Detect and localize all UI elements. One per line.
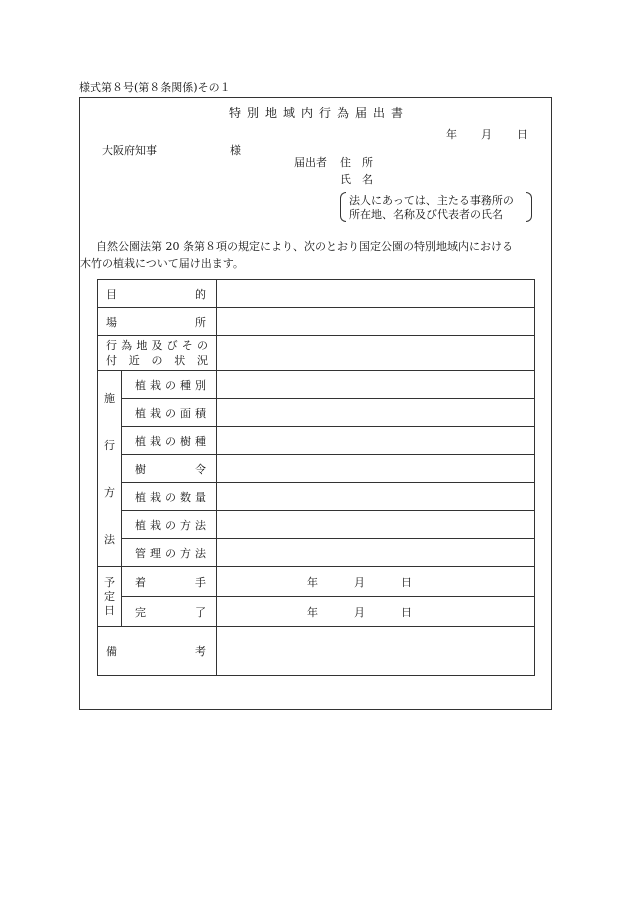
row-method-5	[98, 483, 535, 511]
bracket-right	[526, 192, 532, 222]
addressee: 大阪府知事	[102, 144, 157, 157]
body-text-line2: 木竹の植栽について届け出ます。	[80, 257, 244, 270]
purpose-label-1: 目	[106, 287, 117, 301]
method-label-area: 植 栽 の 面 積	[135, 406, 206, 420]
method-label-quantity: 植 栽 の 数 量	[135, 490, 206, 504]
body-text-line1: 自然公園法第 20 条第８項の規定により、次のとおり国定公園の特別地域内における	[96, 240, 513, 253]
row-start	[98, 567, 535, 597]
corporate-note-line1: 法人にあっては、主たる事務所の	[349, 194, 514, 207]
method-label-type: 植 栽 の 種 別	[135, 378, 206, 392]
site-label-line2: 付 近 の 状 況	[106, 354, 208, 367]
honorific: 様	[230, 144, 241, 157]
notifier-name-label: 氏 名	[340, 173, 373, 186]
date-day: 日	[517, 128, 528, 141]
location-value[interactable]	[217, 308, 535, 336]
remarks-label-1: 備	[106, 645, 117, 658]
date-year: 年	[446, 128, 457, 141]
start-date[interactable]: 年 月 日	[307, 575, 412, 589]
corporate-note-line2: 所在地、名称及び代表者の氏名	[349, 208, 503, 221]
finish-label: 完 了	[135, 605, 206, 619]
method-value-quantity[interactable]	[217, 483, 535, 511]
row-location	[98, 308, 535, 336]
row-method-7	[98, 539, 535, 567]
corporate-note	[340, 192, 532, 222]
remarks-label-2: 考	[195, 645, 206, 658]
notifier-address-label: 住 所	[340, 156, 373, 169]
start-label: 着 手	[135, 575, 206, 589]
method-value-planting-method[interactable]	[217, 511, 535, 539]
row-finish	[98, 597, 535, 627]
method-value-management[interactable]	[217, 539, 535, 567]
method-label-planting-method: 植 栽 の 方 法	[135, 518, 206, 532]
row-method-1	[98, 371, 535, 399]
form-title: 特別地域内行為届出書	[229, 106, 410, 120]
schedule-group-label: 予 定 日	[98, 567, 122, 627]
location-label-1: 場	[106, 315, 117, 329]
date-month: 月	[481, 128, 492, 141]
row-method-6	[98, 511, 535, 539]
method-group-label: 施 行 方 法	[98, 371, 122, 567]
site-conditions-value[interactable]	[217, 336, 535, 371]
method-value-tree-age[interactable]	[217, 455, 535, 483]
form-number: 様式第８号(第８条関係)その１	[79, 81, 231, 94]
method-value-type[interactable]	[217, 371, 535, 399]
row-site-conditions	[98, 336, 535, 371]
method-label-tree-age: 樹 令	[135, 462, 206, 476]
row-purpose	[98, 280, 535, 308]
row-method-4	[98, 455, 535, 483]
purpose-value[interactable]	[217, 280, 535, 308]
notification-table	[97, 279, 535, 676]
site-label-line1: 行 為 地 及 び そ の	[106, 339, 208, 352]
method-value-species[interactable]	[217, 427, 535, 455]
method-value-area[interactable]	[217, 399, 535, 427]
bracket-left	[340, 192, 346, 222]
finish-date[interactable]: 年 月 日	[307, 605, 412, 619]
notifier-label: 届出者	[294, 156, 327, 169]
location-label-2: 所	[195, 315, 206, 329]
purpose-label-2: 的	[195, 287, 206, 301]
method-label-species: 植 栽 の 樹 種	[135, 434, 206, 448]
method-label-management: 管 理 の 方 法	[135, 546, 206, 560]
row-method-3	[98, 427, 535, 455]
row-remarks	[98, 627, 535, 676]
row-method-2	[98, 399, 535, 427]
remarks-value[interactable]	[217, 627, 535, 676]
